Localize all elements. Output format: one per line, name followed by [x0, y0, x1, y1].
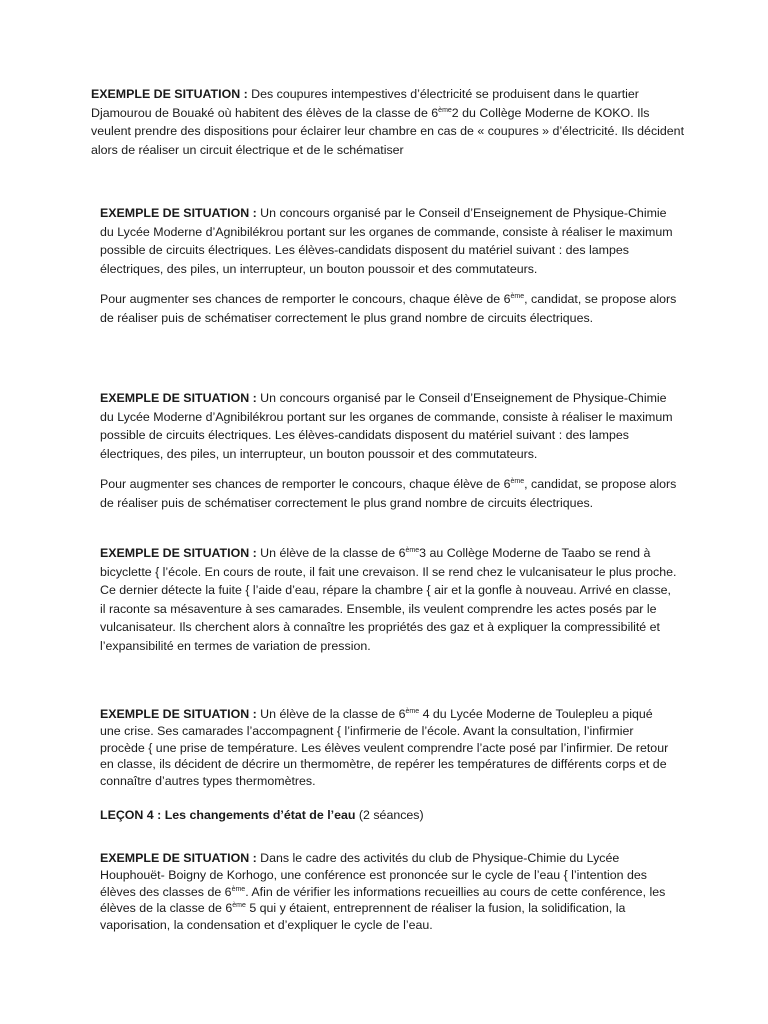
situation-paragraph-5 [100, 706, 670, 790]
superscript: ème [510, 293, 525, 300]
paragraph-text: , candidat, se propose alors de réaliser puis de schématiser correctement le plus grand nombre de circuits électriques. [100, 477, 677, 510]
paragraph-text: Un concours organisé par le Conseil d’Enseignement de Physique-Chimie du Lycée Moderne d’Agnibilékrou portant sur les organes de commande, consiste à réaliser le maximum possible de circuits électriques. Les élèves-candidats disposent du matériel suivant : des lampes électriques, des piles, un interrupteur, un bouton poussoir et des commutateurs. [100, 391, 673, 461]
paragraph-text: Un concours organisé par le Conseil d’Enseignement de Physique-Chimie du Lycée Moderne d’Agnibilékrou portant sur les organes de commande, consiste à réaliser le maximum possible de circuits électriques. Les élèves-candidats disposent du matériel suivant : des lampes électriques, des piles, un interrupteur, un bouton poussoir et des commutateurs. [100, 206, 673, 276]
lesson-heading [100, 806, 670, 825]
situation-label: EXEMPLE DE SITUATION : [100, 851, 257, 865]
superscript: ème [438, 106, 452, 114]
situation-label: EXEMPLE DE SITUATION : [100, 707, 257, 721]
situation-paragraph-2 [100, 204, 680, 278]
situation-paragraph-1 [91, 85, 687, 159]
paragraph-text: 5 qui y étaient, entreprennent de réaliser la fusion, la solidification, la vaporisation, la condensation et d’expliquer le cycle de l’eau. [100, 901, 626, 933]
paragraph-text: 3 au Collège Moderne de Taabo se rend à bicyclette { l’école. En cours de route, il fait une crevaison. Il se rend chez le vulcanisateur le plus proche. Ce dernier détecte la fuite { l’aide d’eau, répare la chambre { air et la gonfle à nouveau. Arrivé en classe, il raconte sa mésaventure à ses camarades. Ensemble, ils veulent comprendre les actes posés par le vulcanisateur. Ils cherchent alors à connaître les propriétés des gaz et à expliquer la compressibilité et l’expansibilité en termes de variation de pression. [100, 546, 677, 653]
situation-paragraph-4 [100, 544, 678, 655]
lesson-sessions: (2 séances) [355, 808, 424, 822]
paragraph-text: Pour augmenter ses chances de remporter le concours, chaque élève de 6 [100, 292, 511, 306]
paragraph-text: 4 du Lycée Moderne de Toulepleu a piqué une crise. Ses camarades l’accompagnent { l’infirmerie de l’école. Avant la consultation, l’infirmier procède { une prise de température. Les élèves veulent comprendre l’acte posé par l’infirmier. De retour en classe, ils décident de décrire un thermomètre, de repérer les températures de différents corps et de connaître d’autres types thermomètres. [100, 707, 669, 789]
situation-paragraph-6 [100, 850, 680, 934]
superscript: ème [405, 547, 420, 554]
superscript: ème [510, 478, 525, 485]
situation-label: EXEMPLE DE SITUATION : [100, 206, 257, 220]
paragraph-text: Un élève de la classe de 6 [256, 707, 406, 721]
superscript: ème [232, 902, 246, 910]
paragraph-text: Des coupures intempestives d’électricité se produisent dans le quartier Djamourou de Bouaké où habitent des élèves de la classe de 6 [91, 87, 639, 120]
paragraph-text: Pour augmenter ses chances de remporter le concours, chaque élève de 6 [100, 477, 511, 491]
lesson-title: LEÇON 4 : Les changements d’état de l’eau [100, 808, 356, 822]
paragraph-text: . Afin de vérifier les informations recueillies au cours de cette conférence, les élèves de la classe de 6 [100, 884, 666, 916]
situation-followup-paragraph-2 [100, 290, 680, 327]
superscript: ème [231, 885, 246, 893]
paragraph-text: 2 du Collège Moderne de KOKO. Ils veulent prendre des dispositions pour éclairer leur chambre en cas de « coupures » d’électricité. Ils décident alors de réaliser un circuit électrique et de le schématiser [91, 105, 685, 157]
paragraph-text: , candidat, se propose alors de réaliser puis de schématiser correctement le plus grand nombre de circuits électriques. [100, 292, 677, 325]
paragraph-text: Dans le cadre des activités du club de Physique-Chimie du Lycée Houphouët- Boigny de Korhogo, une conférence est prononcée sur le cycle de l’eau { l’intention des élèves des classes de 6 [100, 851, 647, 899]
situation-paragraph-3 [100, 389, 680, 463]
situation-followup-paragraph-3 [100, 475, 680, 512]
situation-label: EXEMPLE DE SITUATION : [100, 546, 257, 560]
paragraph-text: Un élève de la classe de 6 [256, 546, 406, 560]
situation-label: EXEMPLE DE SITUATION : [100, 391, 257, 405]
superscript: ème [405, 708, 420, 715]
situation-label: EXEMPLE DE SITUATION : [91, 87, 248, 101]
